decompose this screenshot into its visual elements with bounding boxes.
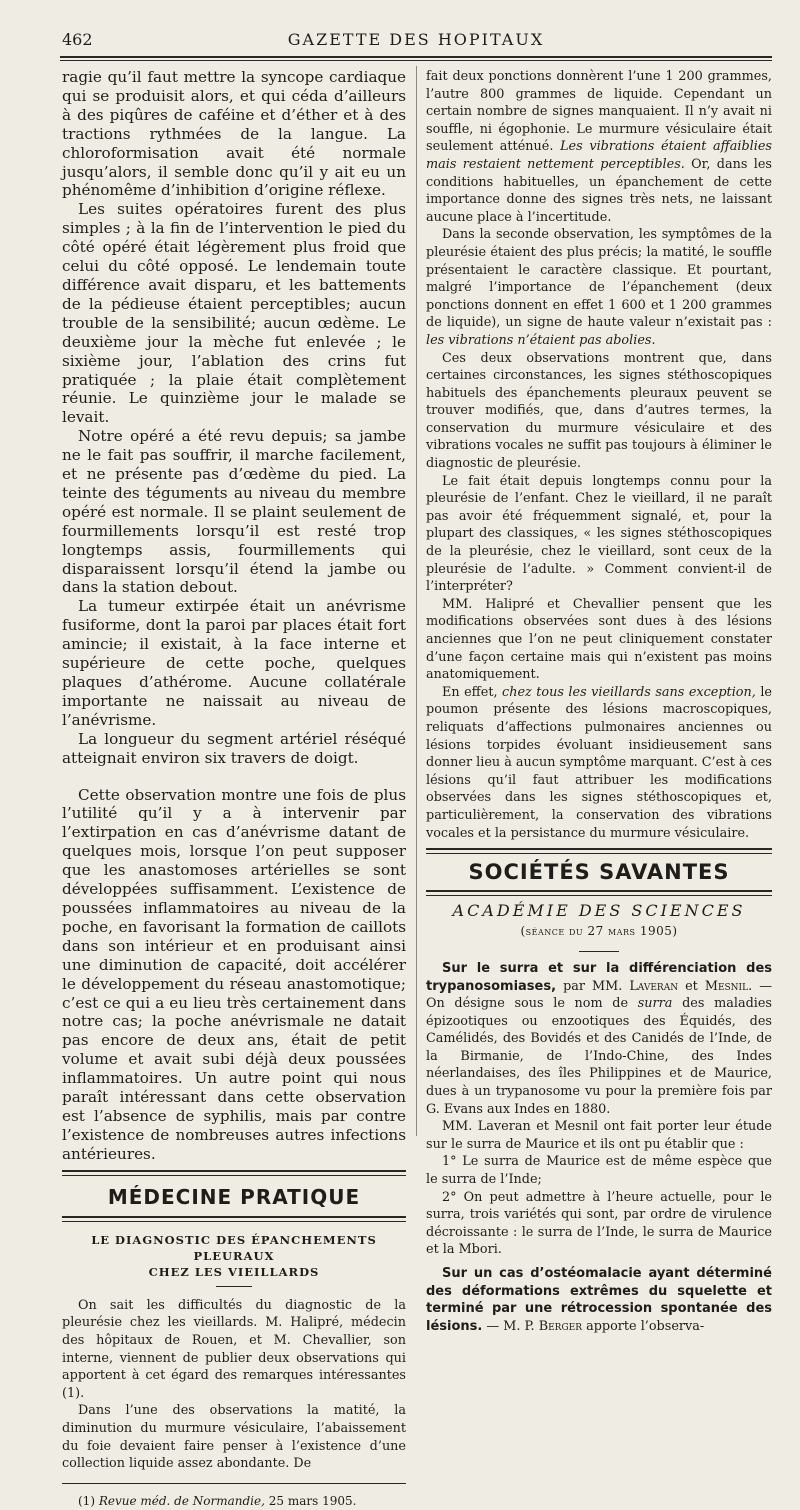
- section-rule-thin: [426, 895, 772, 896]
- surra-heading: Sur le surra et sur la différenciation des trypanosomiases,: [426, 960, 772, 994]
- academie-title: ACADÉMIE DES SCIENCES: [452, 900, 746, 920]
- paragraph: On sait les difficultés du diagnostic de la pleurésie chez les vieillards. M. Halipré, médecin des hôpitaux de Rouen, et M. Chevallier, son interne, viennent de publier deux observations qui apportent à cet égard des remarques intéressantes (1).: [62, 1297, 406, 1401]
- paragraph: MM. Laveran et Mesnil ont fait porter leur étude sur le surra de Maurice et ils ont pu établir que :: [426, 1119, 772, 1152]
- paragraph: Dans l’une des observations la matité, la diminution du murmure vésiculaire, l’abaissement du foie devaient faire penser à l’existence d’une collection liquide assez abondante. De: [62, 1403, 406, 1472]
- article-title-line: LE DIAGNOSTIC DES ÉPANCHEMENTS PLEURAUX: [91, 1232, 377, 1263]
- paragraph: Le fait était depuis longtemps connu pour la pleurésie de l’enfant. Chez le vieillard, il ne paraît pas avoir été fréquemment signalé, et, pour la plupart des classiques, « les signes stéthoscopiques de la pleurésie, chez le vieillard, sont ceux de la pleurésie de l’adulte. » Comment convient-il de l’interpréter?: [426, 473, 772, 595]
- short-rule: [579, 951, 619, 952]
- right-column: [426, 68, 772, 1335]
- column-divider: [416, 66, 417, 1136]
- article-body: [62, 1297, 406, 1473]
- seance-date: (séance du 27 mars 1905): [520, 924, 678, 939]
- header-rule-thin: [60, 60, 772, 61]
- paragraph: fait deux ponctions donnèrent l’une 1 200 grammes, l’autre 800 grammes de liquide. Cependant un certain nombre de signes manquaient. Il n’y avait ni souffle, ni égophonie. Le murmure vésiculaire était seulement atténué. Les vibrations étaient affaiblies mais restaient nettement perceptibles. Or, dans les conditions habituelles, un épanchement de cette importance donne des signes très nets, ne laissant aucune place à l’incertitude.: [426, 69, 772, 225]
- paragraph: La longueur du segment artériel réséqué atteignait environ six travers de doigt.: [62, 729, 406, 767]
- section-title-medecine-pratique: MÉDECINE PRATIQUE: [107, 1184, 361, 1209]
- section-rule: [426, 848, 772, 850]
- page-header: [60, 30, 772, 52]
- header-rule: [60, 56, 772, 58]
- section-rule-thin: [62, 1175, 406, 1176]
- paragraph: Ces deux observations montrent que, dans certaines circonstances, les signes stéthoscopiques habituels des épanchements pleuraux peuvent se trouver modifiés, que, dans d’autres termes, la conservation du murmure vésiculaire et des vibrations vocales ne suffit pas toujours à éliminer le diagnostic de pleurésie.: [426, 350, 772, 472]
- section-rule: [62, 1170, 406, 1172]
- section-title-societes-savantes: SOCIÉTÉS SAVANTES: [468, 860, 730, 885]
- osteo-heading: Sur un cas d’ostéomalacie ayant déterminé des déformations extrêmes du squelette et terminé par une rétrocession spontanée des lésions.: [426, 1266, 772, 1334]
- paragraph: Les suites opératoires furent des plus simples ; à la fin de l’intervention le pied du côté opéré était légèrement plus froid que celui du côté opposé. Le lendemain toute différence avait disparu, et les battements de la pédieuse étaient perceptibles; aucun trouble de la sensibilité; aucun œdème. Le deuxième jour la mèche fut enlevée ; le sixième jour, l’ablation des crins fut pratiquée ; la plaie était complètement réunie. Le quinzième jour le malade se levait.: [62, 200, 406, 427]
- article-title-line: CHEZ LES VIEILLARDS: [148, 1264, 320, 1279]
- short-rule: [216, 1286, 252, 1287]
- paragraph: ragie qu’il faut mettre la syncope cardiaque qui se produisit alors, et qui céda d’ailleurs à des piqûres de caféine et d’éther et à des tractions rythmées de la langue. La chloroformisation avait été normale jusqu’alors, il semble donc qu’il y ait eu un phénomême d’inhibition d’origine réflexe.: [62, 68, 406, 200]
- section-rule-thin: [426, 853, 772, 854]
- paragraph-osteo: Sur un cas d’ostéomalacie ayant déterminé des déformations extrêmes du squelette et terminé par une rétrocession spontanée des lésions. — M. P. Berger apporte l’observa-: [426, 1266, 772, 1334]
- paragraph: Notre opéré a été revu depuis; sa jambe ne le fait pas souffrir, il marche facilement, et ne présente pas d’œdème du pied. La teinte des téguments au niveau du membre opéré est normale. Il se plaint seulement de fourmillements lorsqu’il est resté trop longtemps assis, fourmillements qui disparaissent lorsqu’il étend la jambe ou dans la station debout.: [62, 427, 406, 597]
- running-title: GAZETTE DES HOPITAUX: [287, 30, 545, 49]
- paragraph: 2° On peut admettre à l’heure actuelle, pour le surra, trois variétés qui sont, par ordre de virulence décroissante : le surra de l’Inde, le surra de Maurice et la Mbori.: [426, 1189, 772, 1258]
- section-rule: [426, 890, 772, 892]
- footnote-rule: [62, 1483, 406, 1484]
- footnote-date: 25 mars 1905.: [268, 1493, 357, 1508]
- section-rule: [62, 1216, 406, 1218]
- paragraph: 1° Le surra de Maurice est de même espèce que le surra de l’Inde;: [426, 1154, 772, 1188]
- paragraph: MM. Halipré et Chevallier pensent que les modifications observées sont dues à des lésions anciennes que l’on ne peut cliniquement constater d’une façon certaine mais qui n’existent pas moins anatomiquement.: [426, 596, 772, 683]
- paragraph: Dans la seconde observation, les symptômes de la pleurésie étaient des plus précis; la matité, le souffle présentaient le caractère classique. Et pourtant, malgré l’importance de l’épanchement (deux ponctions donnent en effet 1 600 et 1 200 grammes de liquide), un signe de haute valeur n’existait pas : les vibrations n’étaient pas abolies.: [426, 227, 772, 348]
- footnote-marker: (1): [78, 1493, 95, 1508]
- paragraph: En effet, chez tous les vieillards sans exception, le poumon présente des lésions macroscopiques, reliquats d’affections pulmonaires anciennes ou lésions torpides évoluant insidieusement sans donner lieu à aucun symptôme marquant. C’est à ces lésions qu’il faut attribuer les modifications observées dans les signes stéthoscopiques et, particulièrement, la conservation des vibrations vocales et la persistance du murmure vésiculaire.: [426, 684, 772, 841]
- article-title: [62, 1232, 406, 1280]
- paragraph-surra: Sur le surra et sur la différenciation des trypanosomiases, par MM. Laveran et Mesnil. — On désigne sous le nom de surra des maladies épizootiques ou enzootiques des Équidés, des Camélidés, des Bovidés et des Canidés de l’Inde, de la Birmanie, de l’Indo-Chine, des Indes néerlandaises, des îles Philippines et de Maurice, dues à un trypanosome vu pour la première fois par G. Evans aux Indes en 1880.: [426, 960, 772, 1117]
- footnote-source: Revue méd. de Normandie,: [98, 1493, 265, 1508]
- paragraph: Cette observation montre une fois de plus l’utilité qu’il y a à intervenir par l’extirpation en cas d’anévrisme datant de quelques mois, lorsque l’on peut supposer que les anastomoses artérielles se sont développées suffisamment. L’existence de poussées inflammatoires au niveau de la poche, en favorisant la formation de caillots dans son intérieur et en produisant ainsi une diminution de capacité, doit accélérer le développement du réseau anastomotique; c’est ce qui a eu lieu très certainement dans notre cas; la poche anévrismale ne datait pas encore de deux ans, était de petit volume et avait subi déjà deux poussées inflammatoires. Un autre point qui nous paraît intéressant dans cette observation est l’absence de syphilis, mais par contre l’existence de nombreuses autres infections antérieures.: [62, 785, 406, 1163]
- page-number: 462: [62, 30, 93, 49]
- paragraph: La tumeur extirpée était un anévrisme fusiforme, dont la paroi par places était fort amincie; il existait, à la face interne et supérieure de cette poche, quelques plaques d’athérome. Aucune collatérale importante ne naissait au niveau de l’anévrisme.: [62, 597, 406, 729]
- left-column: [62, 68, 406, 1510]
- continued-article: [62, 68, 406, 1164]
- footnote: [62, 1492, 406, 1510]
